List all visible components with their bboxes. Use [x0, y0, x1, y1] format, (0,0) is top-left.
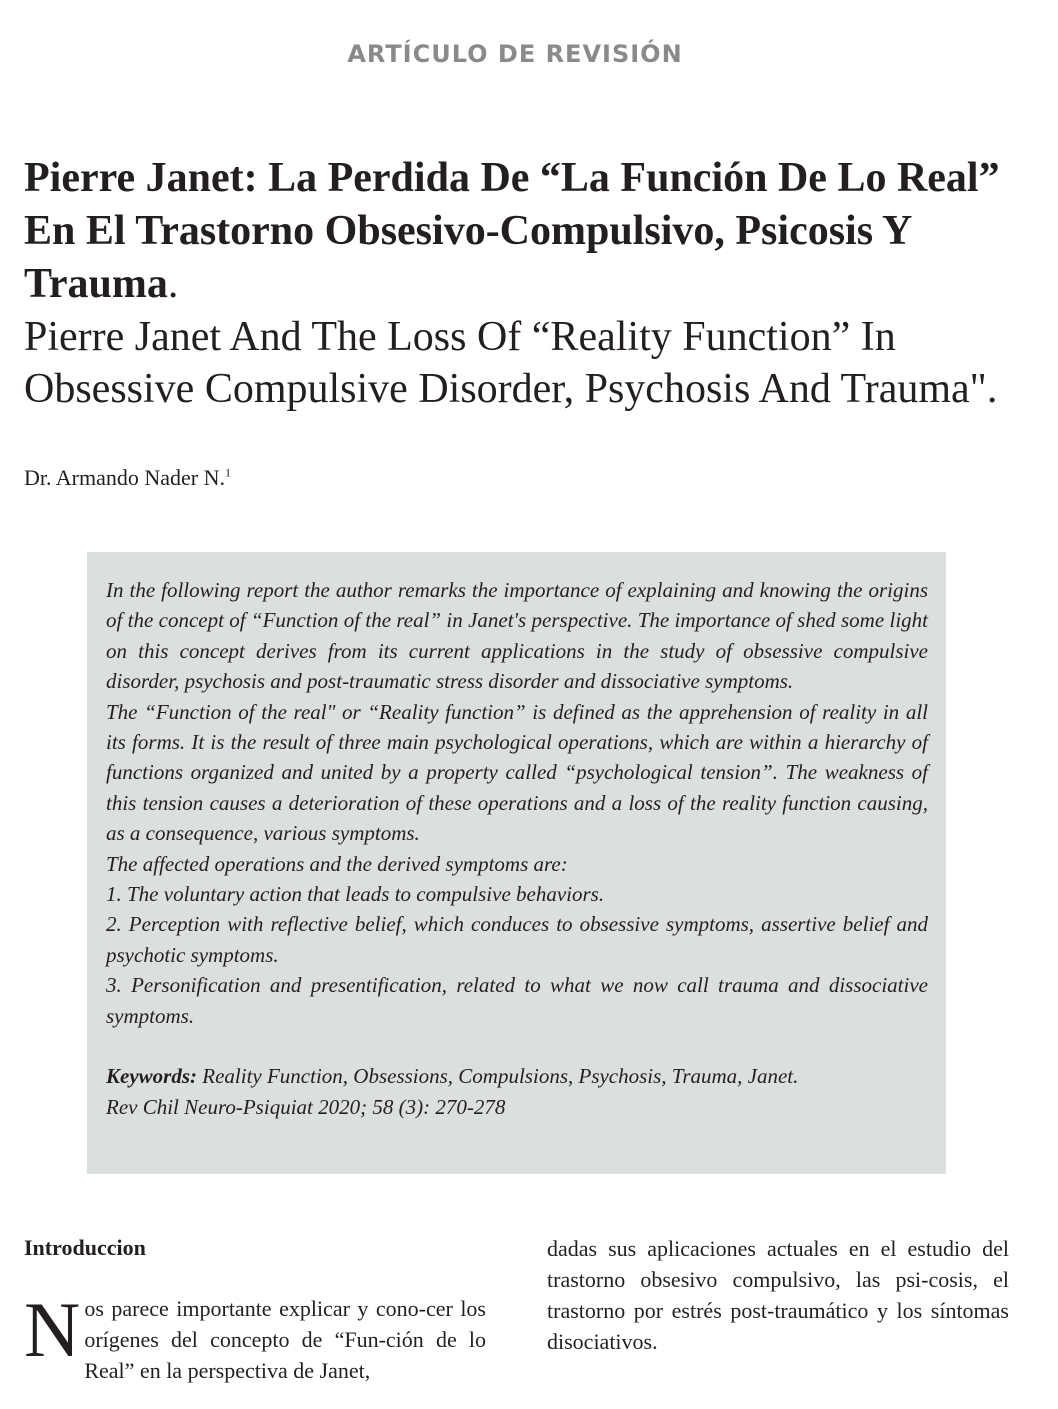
abstract-list-item: 3. Personification and presentification, related to what we now call trauma and dissociative symptoms.	[106, 973, 928, 1028]
introduction-heading: Introduccion	[24, 1235, 146, 1260]
journal-citation: Rev Chil Neuro-Psiquiat 2020; 58 (3): 270-278	[106, 1094, 506, 1119]
article-title-spanish-text: Pierre Janet: La Perdida De “La Función De Lo Real” En El Trastorno Obsesivo-Compulsivo, Psicosis Y Trauma	[24, 155, 1000, 307]
article-title-spanish-period: .	[167, 261, 179, 307]
abstract-paragraph: The “Function of the real" or “Reality function” is defined as the apprehension of reality in all its forms. It is the result of three main psychological operations, which are within a hierarchy of functions organized and united by a property called “psychological tension”. The weakness of this tension causes a deterioration of these operations and a loss of the reality function causing, as a consequence, various symptoms.	[106, 699, 928, 846]
abstract-paragraph: The affected operations and the derived symptoms are:	[106, 851, 568, 876]
right-column	[547, 1233, 1009, 1357]
abstract-list-item: 2. Perception with reflective belief, which conduces to obsessive symptoms, assertive belief and psychotic symptoms.	[106, 912, 928, 967]
abstract-list-item: 1. The voluntary action that leads to compulsive behaviors.	[106, 882, 605, 907]
article-title-english: Pierre Janet And The Loss Of “Reality Function” In Obsessive Compulsive Disorder, Psychosis And Trauma".	[24, 314, 998, 412]
keywords-list: Reality Function, Obsessions, Compulsions, Psychosis, Trauma, Janet.	[197, 1064, 799, 1089]
author-line	[24, 464, 231, 492]
introduction-continuation: dadas sus aplicaciones actuales en el estudio del trastorno obsesivo compulsivo, las psi-cosis, el trastorno por estrés post-traumático y los síntomas disociativos.	[547, 1236, 1009, 1354]
keywords-line	[106, 1061, 928, 1091]
author-footnote-marker: 1	[225, 465, 232, 480]
keywords-label: Keywords:	[106, 1064, 197, 1089]
section-label: ARTÍCULO DE REVISIÓN	[347, 40, 683, 68]
abstract-box	[87, 552, 946, 1174]
author-name: Dr. Armando Nader N.	[24, 465, 226, 490]
article-title-spanish	[24, 152, 1024, 311]
drop-cap: N	[24, 1286, 81, 1373]
abstract-paragraph: In the following report the author remarks the importance of explaining and knowing the origins of the concept of “Function of the real” in Janet's perspective. The importance of shed some light on this concept derives from its current applications in the study of obsessive compulsive disorder, psychosis and post-traumatic stress disorder and dissociative symptoms.	[106, 578, 928, 694]
abstract-spacer	[106, 1031, 928, 1061]
left-column	[24, 1233, 486, 1386]
introduction-paragraph	[24, 1286, 486, 1386]
introduction-text: os parece importante explicar y cono-cer los orígenes del concepto de “Fun-ción de lo Real” en la perspectiva de Janet,	[84, 1296, 486, 1383]
